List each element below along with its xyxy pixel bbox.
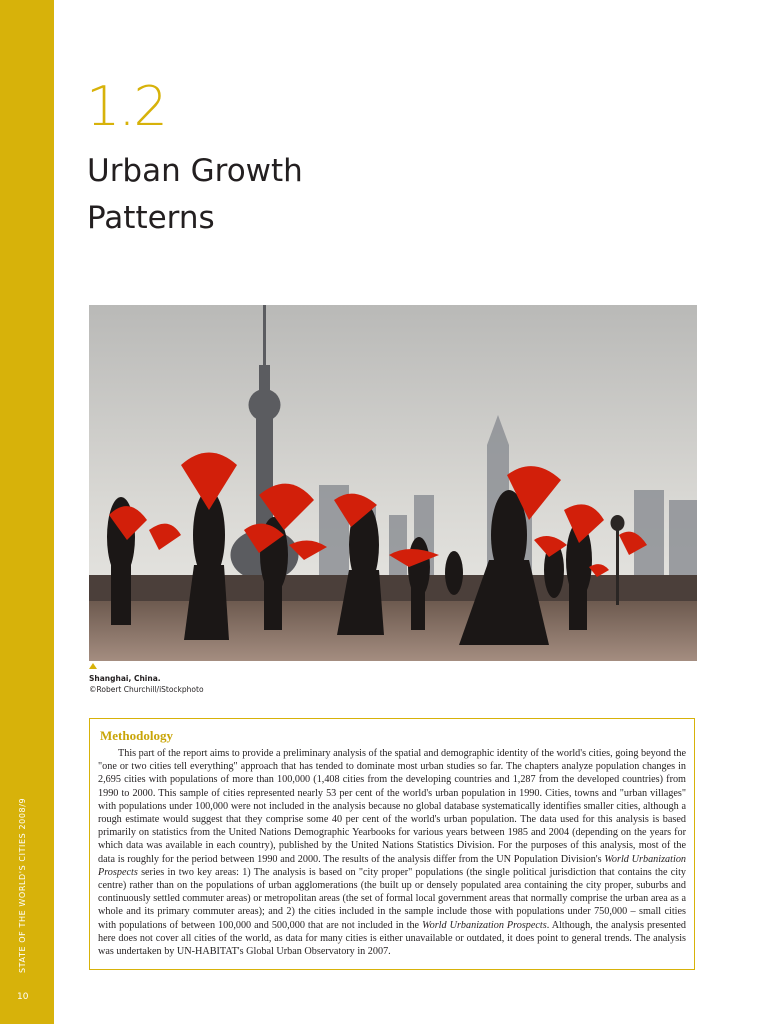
methodology-title: Methodology: [100, 728, 173, 743]
page-number: 10: [17, 992, 29, 1002]
side-bar: [0, 0, 54, 1024]
caption-credit: ©Robert Churchill/iStockphoto: [89, 685, 204, 694]
methodology-body: [98, 747, 686, 958]
methodology-box: [89, 718, 695, 970]
running-title: STATE OF THE WORLD'S CITIES 2008/9: [18, 797, 27, 973]
photo-caption: [89, 673, 204, 695]
chapter-number: 1.2: [86, 75, 166, 138]
caption-place: Shanghai, China.: [89, 674, 161, 683]
methodology-text: This part of the report aims to provide a preliminary analysis of the spatial and demographic identity of the world's cities, going beyond the "one or two cities tell everything" approach that has tended to dominate most urban studies so far. The chapters analyze population changes in 2,695 cities with populations of more than 100,000 (1,408 cities from the developing countries and 1,287 from the developed countries) from 1990 to 2000. This sample of cities represented nearly 53 per cent of the world's urban population in 1990. Cities, towns and "urban villages" with populations under 100,000 were not included in the analysis because no global database systematically identifies smaller cities, although a rough estimate would suggest that they comprise some 40 per cent of the world's urban population. The data used for this analysis is based primarily on statistics from the United Nations Demographic Yearbooks for various years between 1985 and 2004 (depending on the years for which data was available in each country), published by the United Nations Statistics Division. For the purposes of this analysis, most of the data is roughly for the period between 1990 and 2000. The results of the analysis differ from the UN Population Division's: [98, 748, 686, 865]
publication-title: World Urbanization Prospects: [98, 853, 687, 878]
chapter-title: Urban Growth Patterns: [87, 153, 303, 236]
publication-title: World Urbanization Prospects: [422, 919, 547, 931]
methodology-text: . Although, the analysis presented here does not cover all cities of the world, as data for many cities is either unavailable or outdated, it does point to general trends. The analysis was undertaken by UN-HABITAT's Global Urban Observatory in 2007.: [98, 919, 686, 958]
shanghai-photo: [89, 305, 697, 661]
caption-marker-icon: [89, 663, 97, 669]
methodology-text: series in two key areas: 1) The analysis is based on "city proper" populations (the single political jurisdiction that contains the city centre) rather than on the populations of urban agglomerations (the built up or densely populated area containing the city proper, suburbs and continuously settled commuter areas) or metropolitan areas (the set of formal local government areas that normally comprise the urban area as a whole and its primary commuter areas); and 2) the cities included in the sample include those with populations under 750,000 – small cities with populations of between 100,000 and 500,000 that are not included in the: [98, 866, 686, 931]
